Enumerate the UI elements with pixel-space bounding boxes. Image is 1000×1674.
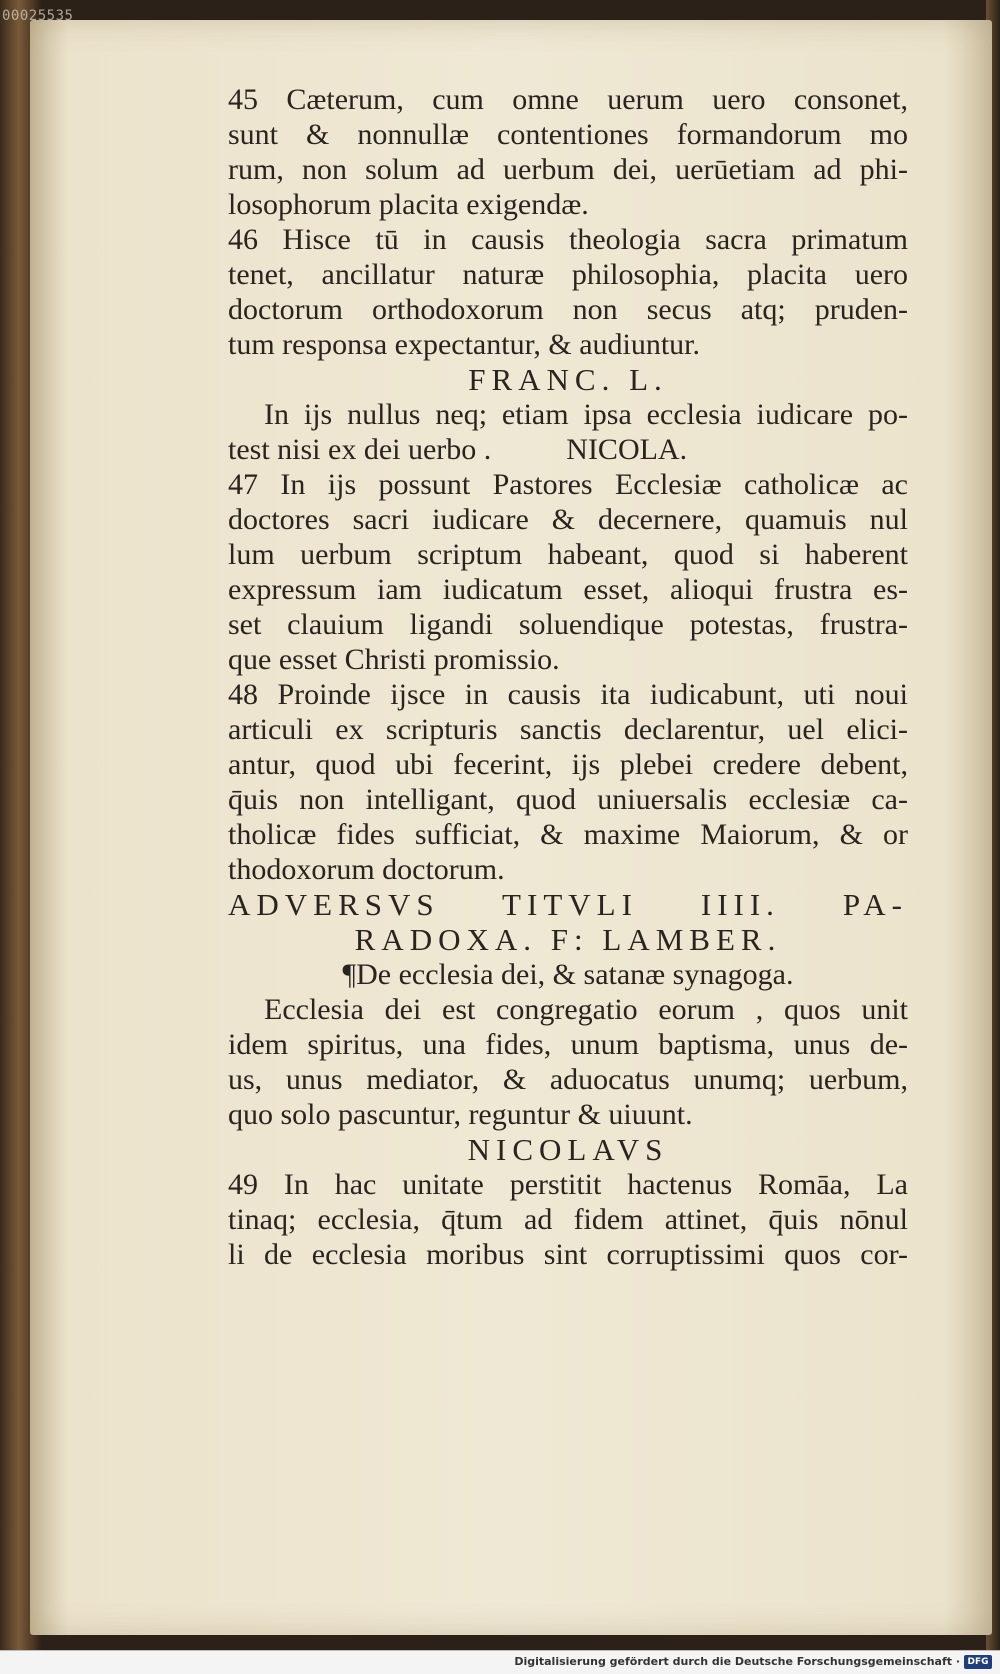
scan-id-label: 00025535 bbox=[2, 8, 74, 24]
text-line: 47 In ijs possunt Pastores Ecclesiæ catholicæ ac bbox=[228, 468, 908, 501]
text-line: tenet, ancillatur naturæ philosophia, placita uero bbox=[228, 258, 908, 291]
text-line: 45 Cæterum, cum omne uerum uero consonet, bbox=[228, 83, 908, 116]
text-line: idem spiritus, una fides, unum baptisma, unus de- bbox=[228, 1028, 908, 1061]
text-line: 46 Hisce tū in causis theologia sacra primatum bbox=[228, 223, 908, 256]
text-line: In ijs nullus neq; etiam ipsa ecclesia iudicare po- bbox=[264, 398, 908, 431]
text-line: q̄uis non intelligant, quod uniuersalis ecclesiæ ca- bbox=[228, 783, 908, 816]
section-heading: RADOXA. F: LAMBER. bbox=[354, 922, 782, 957]
page-text bbox=[228, 82, 908, 1272]
footer-credit: Digitalisierung gefördert durch die Deutsche Forschungsgemeinschaft · bbox=[514, 1655, 960, 1668]
text-line: set clauium ligandi soluendique potestas, frustra- bbox=[228, 608, 908, 641]
section-heading: ADVERSVS TITVLI IIII. PA- bbox=[228, 887, 908, 922]
text-line: tinaq; ecclesia, q̄tum ad fidem attinet, q̄uis nōnul bbox=[228, 1203, 908, 1236]
text-line: doctorum orthodoxorum non secus atq; pruden- bbox=[228, 293, 908, 326]
text-line: thodoxorum doctorum. bbox=[228, 853, 505, 886]
text-line: Ecclesia dei est congregatio eorum , quos unit bbox=[264, 993, 908, 1026]
section-subheading: ¶De ecclesia dei, & satanæ synagoga. bbox=[342, 958, 794, 991]
text-line: tum responsa expectantur, & audiuntur. bbox=[228, 328, 701, 361]
text-line: antur, quod ubi fecerint, ijs plebei credere debent, bbox=[228, 748, 908, 781]
text-line: rum, non solum ad uerbum dei, uerūetiam ad phi- bbox=[228, 153, 908, 186]
text-line: test nisi ex dei uerbo . NICOLA. bbox=[228, 433, 688, 466]
text-line: li de ecclesia moribus sint corruptissimi quos cor- bbox=[228, 1238, 908, 1271]
text-line: tholicæ fides sufficiat, & maxime Maiorum, & or bbox=[228, 818, 908, 851]
text-line: us, unus mediator, & aduocatus unumq; uerbum, bbox=[228, 1063, 908, 1096]
text-line: expressum iam iudicatum esset, alioqui frustra es- bbox=[228, 573, 908, 606]
speaker-heading: NICOLAVS bbox=[467, 1132, 669, 1167]
text-line: lum uerbum scriptum habeant, quod si haberent bbox=[228, 538, 908, 571]
text-line: 48 Proinde ijsce in causis ita iudicabunt, uti noui bbox=[228, 678, 908, 711]
text-line: losophorum placita exigendæ. bbox=[228, 188, 589, 221]
speaker-heading: FRANC. L. bbox=[468, 362, 668, 397]
text-line: 49 In hac unitate perstitit hactenus Romāa, La bbox=[228, 1168, 908, 1201]
text-line: articuli ex scripturis sanctis declarentur, uel elici- bbox=[228, 713, 908, 746]
text-line: quo solo pascuntur, reguntur & uiuunt. bbox=[228, 1098, 693, 1131]
text-line: sunt & nonnullæ contentiones formandorum mo bbox=[228, 118, 908, 151]
text-line: doctores sacri iudicare & decernere, quamuis nul bbox=[228, 503, 908, 536]
footer-bar bbox=[0, 1650, 1000, 1674]
text-line: que esset Christi promissio. bbox=[228, 643, 560, 676]
dfg-logo: DFG bbox=[964, 1655, 992, 1669]
